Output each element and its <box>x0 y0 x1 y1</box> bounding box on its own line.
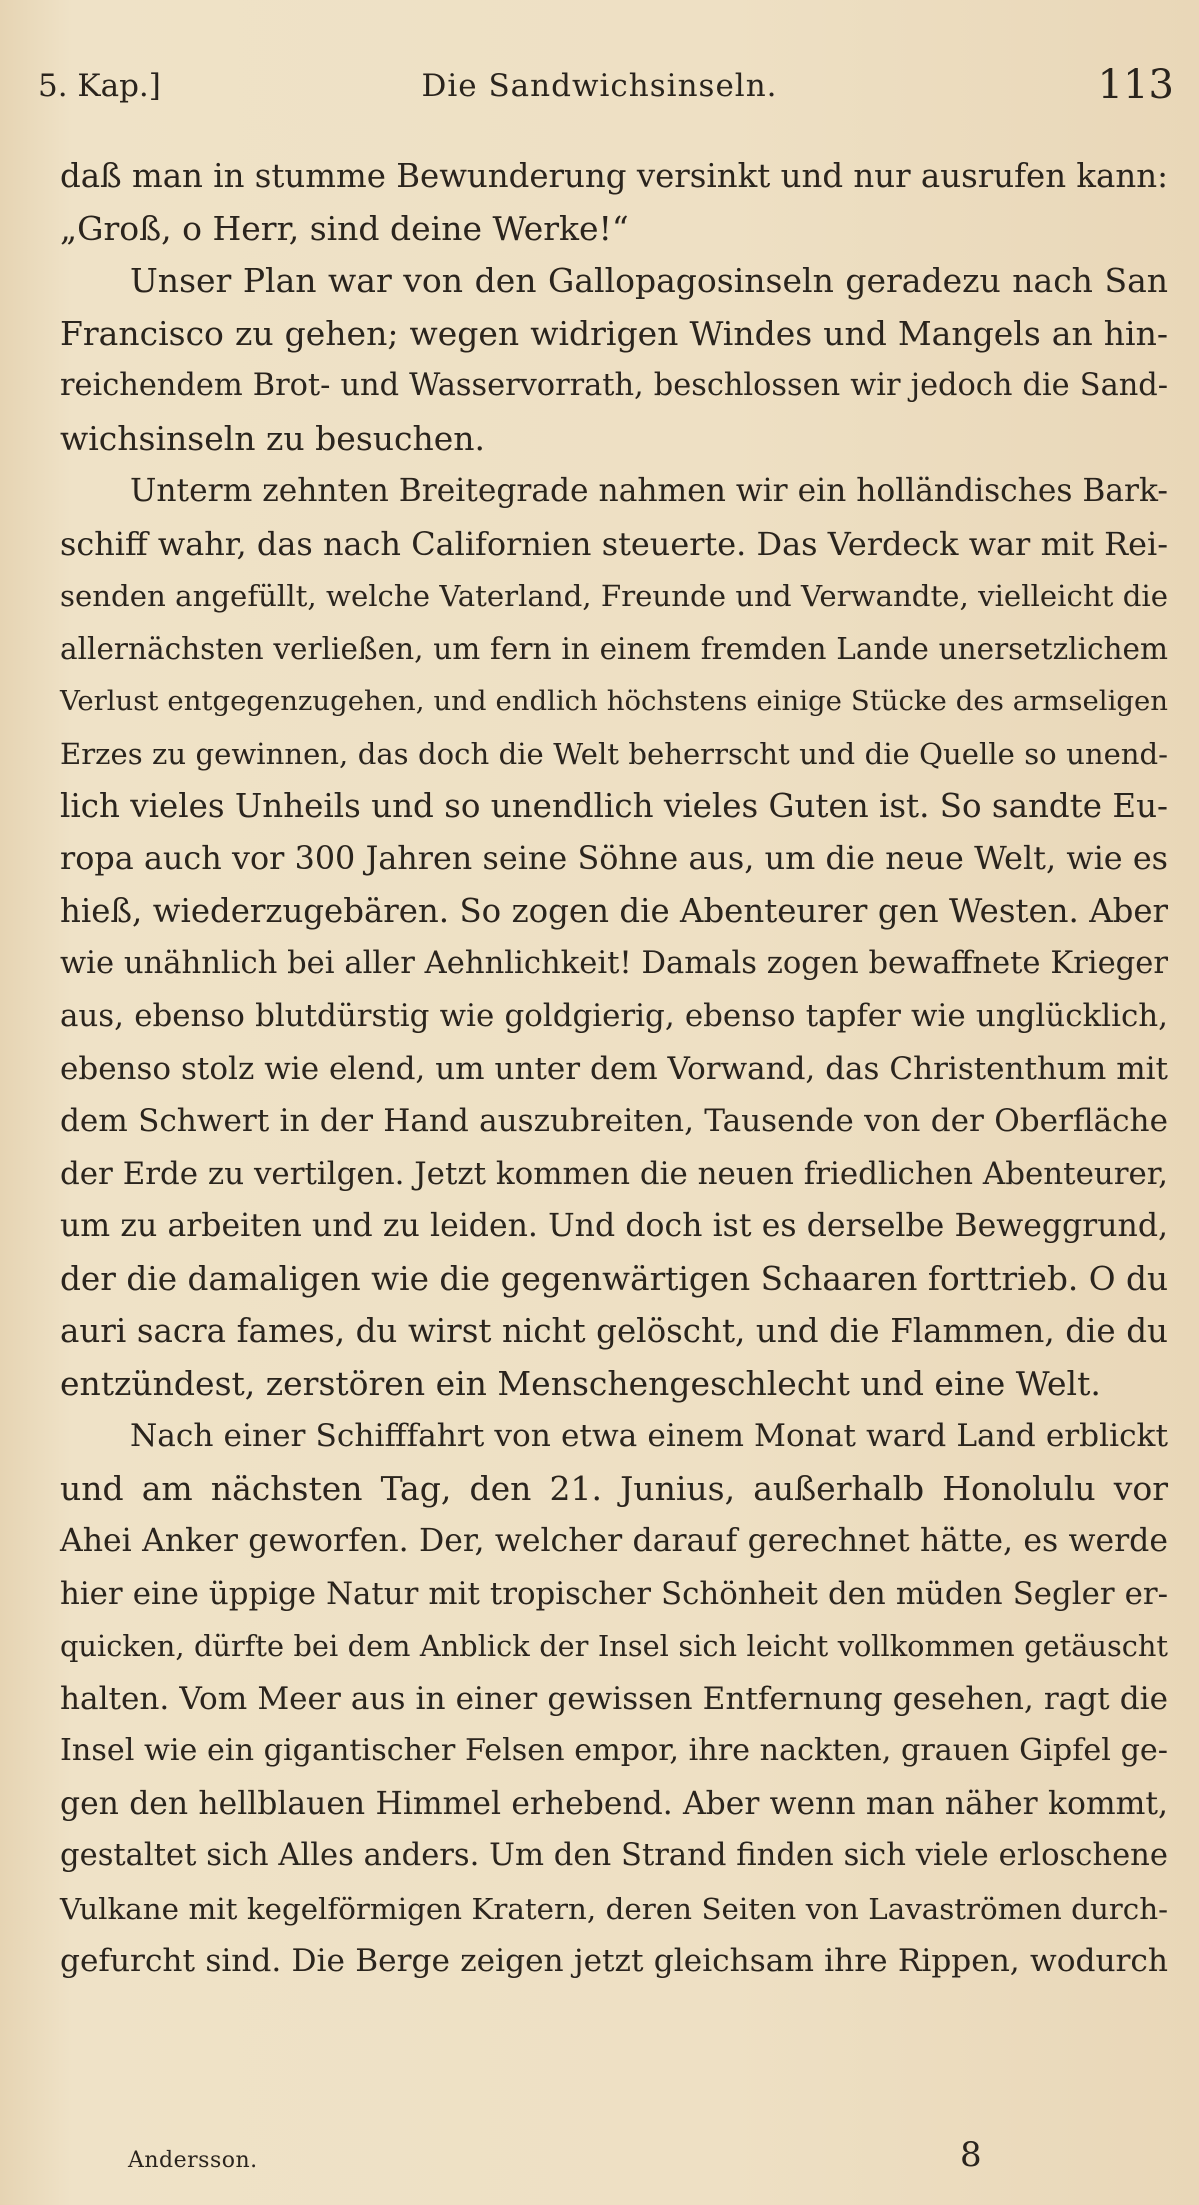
text-line: „Groß, o Herr, sind deine Werke!“ <box>60 208 629 248</box>
text-line: reichendem Brot- und Wasservorrath, beschlossen wir jedoch die Sand- <box>60 368 1168 403</box>
printer-signature: Andersson. <box>128 2148 258 2173</box>
text-line: daß man in stumme Bewunderung versinkt und nur ausrufen kann: <box>60 157 1168 195</box>
text-line: um zu arbeiten und zu leiden. Und doch ist es derselbe Beweggrund, <box>60 1208 1168 1244</box>
text-line: gen den hellblauen Himmel erhebend. Aber wenn man näher kommt, <box>60 1785 1168 1822</box>
text-line: senden angefüllt, welche Vaterland, Freunde und Verwandte, vielleicht die <box>60 579 1168 613</box>
text-line: schiff wahr, das nach Californien steuerte. Das Verdeck war mit Rei- <box>60 524 1168 563</box>
text-line: Vulkane mit kegelförmigen Kratern, deren Seiten von Lavaströmen durch- <box>60 1891 1168 1926</box>
text-line: Unser Plan war von den Gallopagosinseln geradezu nach San <box>130 261 1168 300</box>
text-line: und am nächsten Tag, den 21. Junius, außerhalb Honolulu vor <box>60 1468 1168 1508</box>
chapter-marker: 5. Kap.] <box>38 68 161 104</box>
text-line: hieß, wiederzugebären. So zogen die Abenteurer gen Westen. Aber <box>60 892 1168 930</box>
text-line: Francisco zu gehen; wegen widrigen Windes und Mangels an hin- <box>60 313 1168 353</box>
text-line: entzündest, zerstören ein Menschengeschlecht und eine Welt. <box>60 1363 1101 1403</box>
running-header <box>0 60 1199 120</box>
text-line: lich vieles Unheils und so unendlich vieles Guten ist. So sandte Eu- <box>60 787 1168 825</box>
text-line: allernächsten verließen, um fern in einem fremden Lande unersetzlichem <box>60 631 1168 666</box>
text-line: quicken, dürfte bei dem Anblick der Insel sich leicht vollkommen getäuscht <box>60 1629 1168 1663</box>
text-line: Ahei Anker geworfen. Der, welcher darauf gerechnet hätte, es werde <box>60 1523 1168 1559</box>
text-line: Nach einer Schifffahrt von etwa einem Monat ward Land erblickt <box>130 1418 1168 1454</box>
text-line: auri sacra fames, du wirst nicht gelöscht, und die Flammen, die du <box>60 1312 1168 1350</box>
text-line: Insel wie ein gigantischer Felsen empor, ihre nackten, grauen Gipfel ge- <box>60 1733 1168 1768</box>
text-line: aus, ebenso blutdürstig wie goldgierig, ebenso tapfer wie unglücklich, <box>60 998 1168 1034</box>
page-number: 113 <box>1097 62 1174 108</box>
text-line: wie unähnlich bei aller Aehnlichkeit! Damals zogen bewaffnete Krieger <box>60 945 1168 981</box>
running-title: Die Sandwichsinseln. <box>421 68 778 104</box>
text-line: hier eine üppige Natur mit tropischer Schönheit den müden Segler er- <box>60 1575 1168 1612</box>
text-line: der Erde zu vertilgen. Jetzt kommen die neuen friedlichen Abenteurer, <box>60 1155 1168 1192</box>
text-line: Erzes zu gewinnen, das doch die Welt beherrscht und die Quelle so unend- <box>60 736 1168 771</box>
text-line: halten. Vom Meer aus in einer gewissen Entfernung gesehen, ragt die <box>60 1680 1168 1717</box>
body-text <box>60 150 1168 1988</box>
text-line: gestaltet sich Alles anders. Um den Strand finden sich viele erloschene <box>60 1838 1168 1873</box>
sheet-number: 8 <box>960 2135 982 2175</box>
text-line: wichsinseln zu besuchen. <box>60 418 486 458</box>
text-line: ropa auch vor 300 Jahren seine Söhne aus, um die neue Welt, wie es <box>60 839 1168 877</box>
text-line: Unterm zehnten Breitegrade nahmen wir ein holländisches Bark- <box>130 473 1168 509</box>
text-line: Verlust entgegenzugehen, und endlich höchstens einige Stücke des armseligen <box>60 685 1168 717</box>
text-line: der die damaligen wie die gegenwärtigen Schaaren forttrieb. O du <box>60 1259 1168 1298</box>
text-line: gefurcht sind. Die Berge zeigen jetzt gleichsam ihre Rippen, wodurch <box>60 1943 1168 1979</box>
text-line: dem Schwert in der Hand auszubreiten, Tausende von der Oberfläche <box>60 1103 1168 1139</box>
text-line: ebenso stolz wie elend, um unter dem Vorwand, das Christenthum mit <box>60 1050 1168 1087</box>
